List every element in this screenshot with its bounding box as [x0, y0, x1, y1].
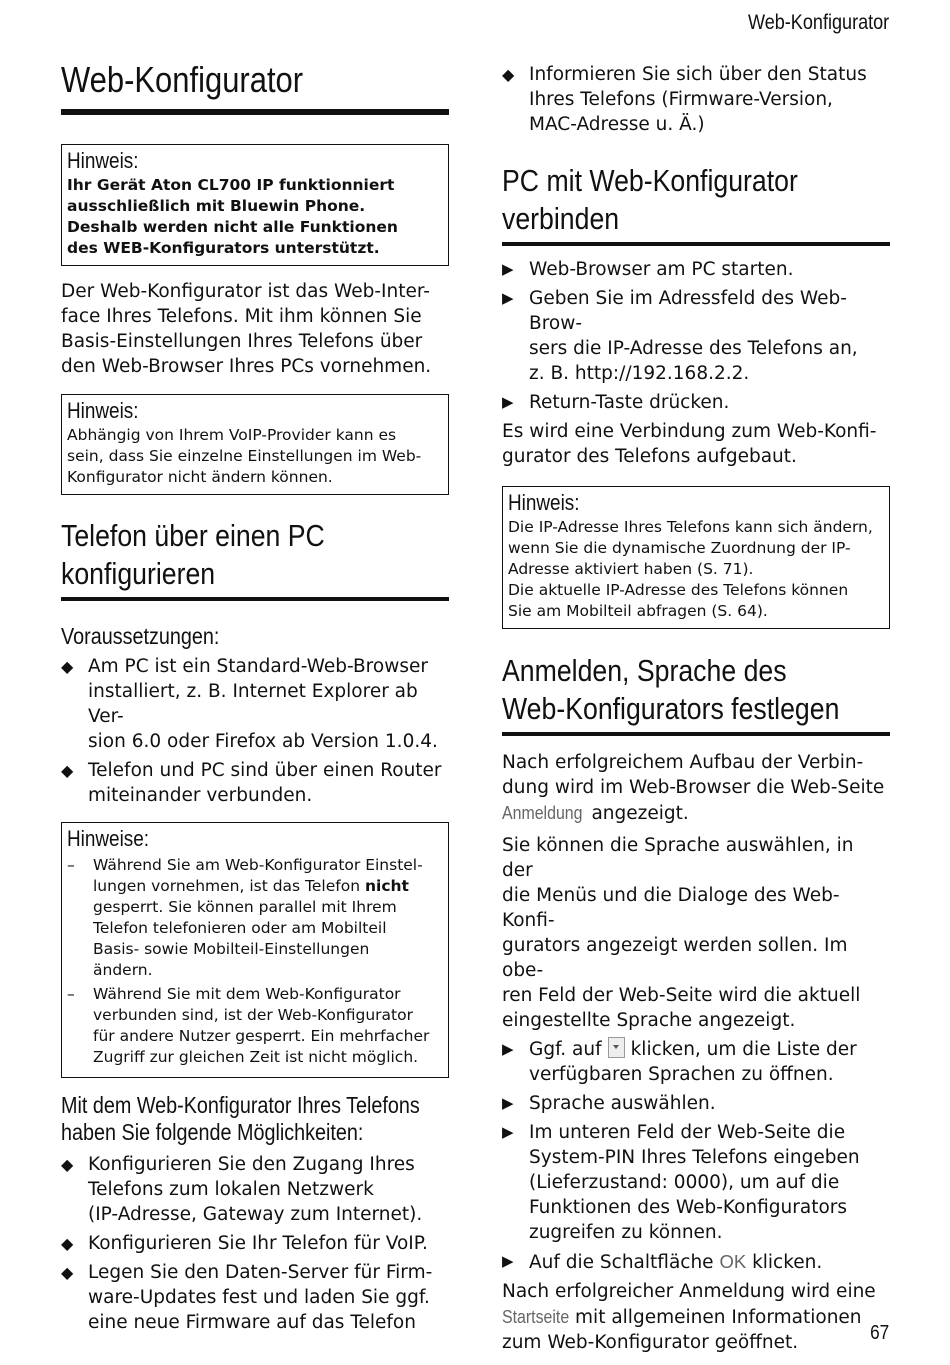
- note-title: Hinweise:: [67, 826, 150, 851]
- diamond-bullet-icon: ◆: [61, 1263, 74, 1282]
- prerequisites-title: Voraussetzungen:: [61, 623, 220, 649]
- left-column: [61, 60, 449, 1339]
- login-steps: [502, 1037, 890, 1275]
- diamond-bullet-icon: ◆: [61, 761, 74, 780]
- login-paragraph: Nach erfolgreichem Aufbau der Verbin- dung wird im Web-Browser die Web-Seite Anmeldung angezeigt.: [502, 752, 885, 824]
- status-list: [502, 62, 890, 137]
- note-body: Die IP-Adresse Ihres Telefons kann sich ändern, wenn Sie die dynamische Zuordnung der IP- Adresse aktiviert haben (S. 71). Die aktuelle IP-Adresse des Telefons können Sie am Mobilteil abfragen (S. 64).: [508, 518, 873, 620]
- diamond-bullet-icon: ◆: [502, 65, 515, 84]
- note-title: Hinweis:: [508, 490, 580, 515]
- connect-steps: [502, 257, 890, 415]
- section-title-login: Anmelden, Sprache des Web-Konfigurators festlegen: [502, 652, 890, 736]
- list-item: ◆ Konfigurieren Sie den Zugang Ihres Telefons zum lokalen Netzwerk (IP-Adresse, Gateway zum Internet).: [61, 1154, 423, 1225]
- list-item: ◆ Informieren Sie sich über den Status Ihres Telefons (Firmware-Version, MAC-Adresse u. Ä.): [502, 64, 867, 135]
- list-item: ◆ Legen Sie den Daten-Server für Firm- ware-Updates fest und laden Sie ggf. eine neue Firmware auf das Telefon: [61, 1262, 433, 1333]
- list-item: – Während Sie mit dem Web-Konfigurator verbunden sind, ist der Web-Konfigurator für andere Nutzer gesperrt. Ein mehrfacher Zugriff zur gleichen Zeit ist nicht möglich.: [67, 985, 430, 1066]
- list-item: – Während Sie am Web-Konfigurator Einstel- lungen vornehmen, ist das Telefon nicht gesperrt. Sie können parallel mit Ihrem Telefon telefonieren oder am Mobilteil Basis- sowie Mobilteil-Einstellungen ändern.: [67, 856, 423, 979]
- section-title-pc-config: Telefon über einen PC konfigurieren: [61, 517, 449, 601]
- possibilities-title: Mit dem Web-Konfigurator Ihres Telefons haben Sie folgende Möglichkeiten:: [61, 1092, 420, 1145]
- diamond-bullet-icon: ◆: [61, 1155, 74, 1174]
- diamond-bullet-icon: ◆: [61, 657, 74, 676]
- list-item: ◆ Konfigurieren Sie Ihr Telefon für VoIP.: [61, 1233, 428, 1254]
- page-title: Web-Konfigurator: [61, 60, 449, 115]
- ui-label-ok: OK: [719, 1251, 747, 1272]
- dash-bullet: –: [67, 856, 75, 874]
- arrow-bullet-icon: ▶: [502, 1040, 514, 1058]
- dash-bullet: –: [67, 985, 75, 1003]
- note-body: Ihr Gerät Aton CL700 IP funktionniert ausschließlich mit Bluewin Phone. Deshalb werden nicht alle Funktionen des WEB-Konfigurators unterstützt.: [67, 176, 398, 257]
- dropdown-icon: [608, 1037, 625, 1058]
- prerequisites-list: [61, 654, 449, 808]
- right-column: [502, 62, 890, 1355]
- list-item: ▶ Ggf. auf klicken, um die Liste der verfügbaren Sprachen zu öffnen.: [502, 1039, 857, 1085]
- arrow-bullet-icon: ▶: [502, 260, 514, 278]
- page-number: 67: [869, 1322, 889, 1344]
- note-ip-address: [502, 486, 890, 629]
- note-title: Hinweis:: [67, 398, 139, 423]
- list-item: ◆ Telefon und PC sind über einen Router miteinander verbunden.: [61, 760, 442, 806]
- list-item: ▶ Return-Taste drücken.: [502, 392, 730, 413]
- intro-paragraph: Der Web-Konfigurator ist das Web-Inter- face Ihres Telefons. Mit ihm können Sie Basis-Einstellungen Ihres Telefons über den Web-Browser Ihres PCs vornehmen.: [61, 281, 432, 377]
- arrow-bullet-icon: ▶: [502, 1123, 514, 1141]
- list-item: ▶ Im unteren Feld der Web-Seite die System-PIN Ihres Telefons eingeben (Lieferzustand: 0000), um auf die Funktionen des Web-Konfigurators zugreifen zu können.: [502, 1122, 860, 1243]
- note-hints: [61, 822, 449, 1078]
- running-head: Web-Konfigurator: [747, 11, 889, 34]
- final-paragraph: Nach erfolgreicher Anmeldung wird eine Startseite mit allgemeinen Informationen zum Web-Konfigurator geöffnet.: [502, 1281, 876, 1353]
- list-item: ▶ Geben Sie im Adressfeld des Web-Brow- sers die IP-Adresse des Telefons an, z. B. http://192.168.2.2.: [502, 288, 858, 384]
- diamond-bullet-icon: ◆: [61, 1234, 74, 1253]
- list-item: ▶ Sprache auswählen.: [502, 1093, 716, 1114]
- section-title-connect: PC mit Web-Konfigurator verbinden: [502, 162, 890, 246]
- list-item: ▶ Web-Browser am PC starten.: [502, 259, 794, 280]
- arrow-bullet-icon: ▶: [502, 1252, 514, 1270]
- ui-label-startseite: Startseite: [502, 1306, 570, 1327]
- list-item: ▶ Auf die Schaltfläche OK klicken.: [502, 1251, 823, 1273]
- language-paragraph: Sie können die Sprache auswählen, in der die Menüs und die Dialoge des Web-Konfi- gurators angezeigt werden sollen. Im obe- ren Feld der Web-Seite wird die aktuell eingestellte Sprache angezeigt.: [502, 835, 861, 1031]
- note-device: [61, 144, 449, 266]
- ui-label-anmeldung: Anmeldung: [502, 802, 583, 823]
- arrow-bullet-icon: ▶: [502, 1094, 514, 1112]
- arrow-bullet-icon: ▶: [502, 393, 514, 411]
- possibilities-list: [61, 1152, 449, 1335]
- connect-result: Es wird eine Verbindung zum Web-Konfi- gurator des Telefons aufgebaut.: [502, 421, 877, 467]
- arrow-bullet-icon: ▶: [502, 289, 514, 307]
- list-item: ◆ Am PC ist ein Standard-Web-Browser installiert, z. B. Internet Explorer ab Ver- sion 6.0 oder Firefox ab Version 1.0.4.: [61, 656, 438, 752]
- note-body: Abhängig von Ihrem VoIP-Provider kann es sein, dass Sie einzelne Einstellungen im Web- Konfigurator nicht ändern können.: [67, 426, 422, 486]
- hints-list: [67, 855, 442, 1068]
- note-voip: [61, 394, 449, 495]
- note-title: Hinweis:: [67, 148, 139, 173]
